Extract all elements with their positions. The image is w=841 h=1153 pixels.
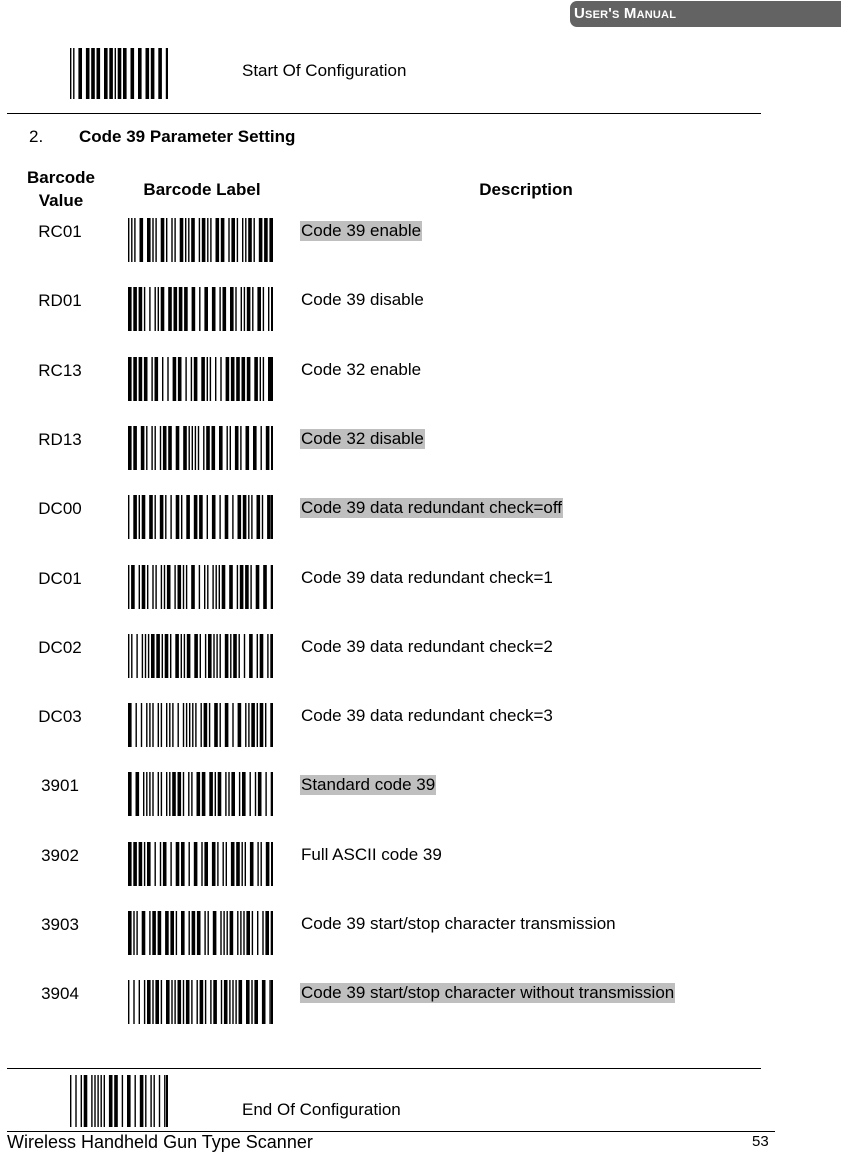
header-barcode-value (20, 166, 102, 212)
barcode-image (128, 911, 273, 955)
barcode-image (128, 495, 273, 539)
barcode-image (128, 287, 273, 331)
barcode-value: DC03 (38, 707, 82, 726)
barcode-description: Standard code 39 (301, 775, 436, 794)
table-row (0, 980, 841, 1030)
barcode-description: Code 39 disable (301, 290, 424, 309)
barcode-image (128, 565, 273, 609)
end-config-label: End Of Configuration (242, 1100, 401, 1119)
table-row (0, 357, 841, 407)
barcode-image (128, 357, 273, 401)
header-barcode-value-text: Barcode Value (26, 168, 96, 210)
barcode-image (128, 703, 273, 747)
barcode-value: DC00 (38, 499, 82, 518)
table-row (0, 703, 841, 753)
table-row (0, 842, 841, 892)
barcode-description: Code 39 data redundant check=2 (301, 637, 553, 656)
barcode-description: Code 39 start/stop character without transmission (301, 983, 675, 1002)
barcode-value: DC01 (38, 569, 82, 588)
barcode-value: RD13 (38, 430, 82, 449)
manual-badge-label: User's Manual (574, 5, 677, 22)
barcode-value: RC13 (38, 361, 82, 380)
barcode-value: RC01 (38, 222, 82, 241)
barcode-image (128, 772, 273, 816)
header-description: Description (479, 180, 573, 199)
table-row (0, 634, 841, 684)
table-row (0, 565, 841, 615)
table-row (0, 911, 841, 961)
footer-title: Wireless Handheld Gun Type Scanner (7, 1132, 313, 1152)
section-number: 2. (29, 127, 44, 146)
table-row (0, 772, 841, 822)
barcode-value: RD01 (38, 291, 82, 310)
barcode-image (128, 426, 273, 470)
end-config-barcode (70, 1075, 168, 1127)
barcode-value: 3903 (41, 915, 79, 934)
barcode-value: 3904 (41, 984, 79, 1003)
table-row (0, 426, 841, 476)
barcode-image (128, 218, 273, 262)
barcode-value: DC02 (38, 638, 82, 657)
barcode-description: Full ASCII code 39 (301, 845, 442, 864)
start-config-label: Start Of Configuration (242, 61, 407, 80)
barcode-value: 3902 (41, 846, 79, 865)
bottom-divider (7, 1068, 761, 1069)
barcode-description: Code 39 data redundant check=3 (301, 706, 553, 725)
table-row (0, 287, 841, 337)
barcode-description: Code 39 data redundant check=1 (301, 568, 553, 587)
start-config-barcode (70, 48, 168, 99)
barcode-value: 3901 (41, 776, 79, 795)
top-divider (7, 113, 761, 114)
barcode-description: Code 32 enable (301, 360, 422, 379)
header-barcode-label: Barcode Label (143, 180, 261, 199)
page-number: 53 (752, 1133, 769, 1150)
barcode-image (128, 634, 273, 678)
barcode-image (128, 842, 273, 886)
barcode-image (128, 980, 273, 1024)
barcode-description: Code 39 enable (301, 221, 422, 240)
barcode-description: Code 39 start/stop character transmission (301, 914, 616, 933)
table-row (0, 218, 841, 268)
section-title: Code 39 Parameter Setting (79, 127, 296, 146)
table-row (0, 495, 841, 545)
barcode-description: Code 39 data redundant check=off (301, 498, 563, 517)
barcode-description: Code 32 disable (301, 429, 424, 448)
manual-badge (570, 1, 841, 27)
